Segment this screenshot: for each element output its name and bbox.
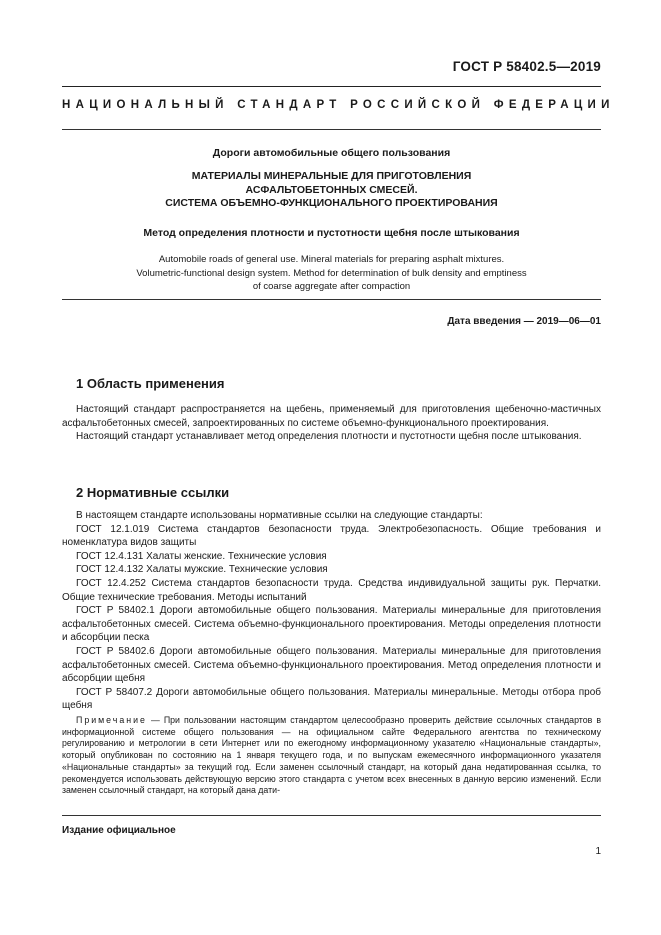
title-main-line-3: СИСТЕМА ОБЪЕМНО-ФУНКЦИОНАЛЬНОГО ПРОЕКТИРОВАНИЯ [165, 197, 498, 209]
footer-rule [62, 815, 601, 816]
section-1-paragraph: Настоящий стандарт устанавливает метод определения плотности и пустотности щебня после штыкования. [76, 431, 582, 443]
edition-label: Издание официальное [62, 825, 176, 836]
reference-item: ГОСТ 12.4.252 Система стандартов безопасности труда. Средства индивидуальной защиты рук. Перчатки. Общие технические требования. Методы испытаний [62, 577, 601, 603]
title-main-line-1: МАТЕРИАЛЫ МИНЕРАЛЬНЫЕ ДЛЯ ПРИГОТОВЛЕНИЯ [191, 170, 472, 182]
title-main [62, 170, 601, 211]
title-en-line-2: Volumetric-functional design system. Method for determination of bulk density and emptiness [136, 267, 527, 279]
intro-date: Дата введения — 2019—06—01 [447, 316, 601, 327]
header-rule [62, 86, 601, 87]
reference-item: ГОСТ 12.1.019 Система стандартов безопасности труда. Электробезопасность. Общие требования и номенклатура видов защиты [62, 523, 601, 549]
reference-item: ГОСТ 12.4.132 Халаты мужские. Технические условия [76, 564, 328, 576]
title-en-line-1: Automobile roads of general use. Mineral materials for preparing asphalt mixtures. [158, 254, 505, 265]
section-2-paragraph: В настоящем стандарте использованы нормативные ссылки на следующие стандарты: [76, 510, 483, 521]
note [62, 715, 601, 797]
reference-item: ГОСТ 12.4.131 Халаты женские. Технические условия [76, 550, 327, 562]
reference-item: ГОСТ Р 58402.1 Дороги автомобильные общего пользования. Материалы минеральные для приготовления асфальтобетонных смесей. Система объемно-функционального проектирования. Методы определения плотности и абсорбции песка [62, 605, 601, 644]
title-subtitle: Дороги автомобильные общего пользования [212, 147, 451, 159]
title-english [62, 253, 601, 294]
national-standard-line: НАЦИОНАЛЬНЫЙ СТАНДАРТ РОССИЙСКОЙ ФЕДЕРАЦИИ [62, 99, 615, 111]
note-text: — При пользовании настоящим стандартом целесообразно проверить действие ссылочных стандартов в информационной системе общего пользования — на официальном сайте Федерального агентства по техническому регулированию и метрологии в сети Интернет или по ежегодному информационному указателю «Национальные стандарты», который опубликован по состоянию на 1 января текущего года, и по выпускам ежемесячного информационного указателя «Национальные стандарты» за текущий год. Если заменен ссылочный стандарт, на который дана недатированная ссылка, то рекомендуется использовать действующую версию этого стандарта с учетом всех внесенных в данную версию изменений. Если заменен ссылочный стандарт, на который дана дати- [62, 715, 601, 796]
section-1-paragraph: Настоящий стандарт распространяется на щебень, применяемый для приготовления щебеночно-мастичных асфальтобетонных смесей, запроектированных по системе объемно-функционального проектирования. [62, 404, 601, 429]
title-rule [62, 299, 601, 300]
note-label: Примечание [76, 715, 147, 725]
header-rule-bottom [62, 129, 601, 130]
section-1-heading: 1 Область применения [76, 376, 225, 391]
section-2-body [62, 509, 601, 713]
reference-item: ГОСТ Р 58402.6 Дороги автомобильные общего пользования. Материалы минеральные для приготовления асфальтобетонных смесей. Система объемно-функционального проектирования. Метод определения плотности и абсорбции щебня [62, 645, 601, 685]
reference-item: ГОСТ Р 58407.2 Дороги автомобильные общего пользования. Материалы минеральные. Методы отбора проб щебня [62, 686, 601, 712]
title-main-line-2: АСФАЛЬТОБЕТОННЫХ СМЕСЕЙ. [245, 183, 418, 196]
title-en-line-3: of coarse aggregate after compaction [252, 281, 411, 292]
section-1-body [62, 403, 601, 444]
title-method: Метод определения плотности и пустотности щебня после штыкования [143, 227, 520, 239]
section-2-heading: 2 Нормативные ссылки [76, 485, 230, 500]
page-number: 1 [595, 846, 601, 857]
gost-number: ГОСТ Р 58402.5—2019 [452, 59, 601, 74]
